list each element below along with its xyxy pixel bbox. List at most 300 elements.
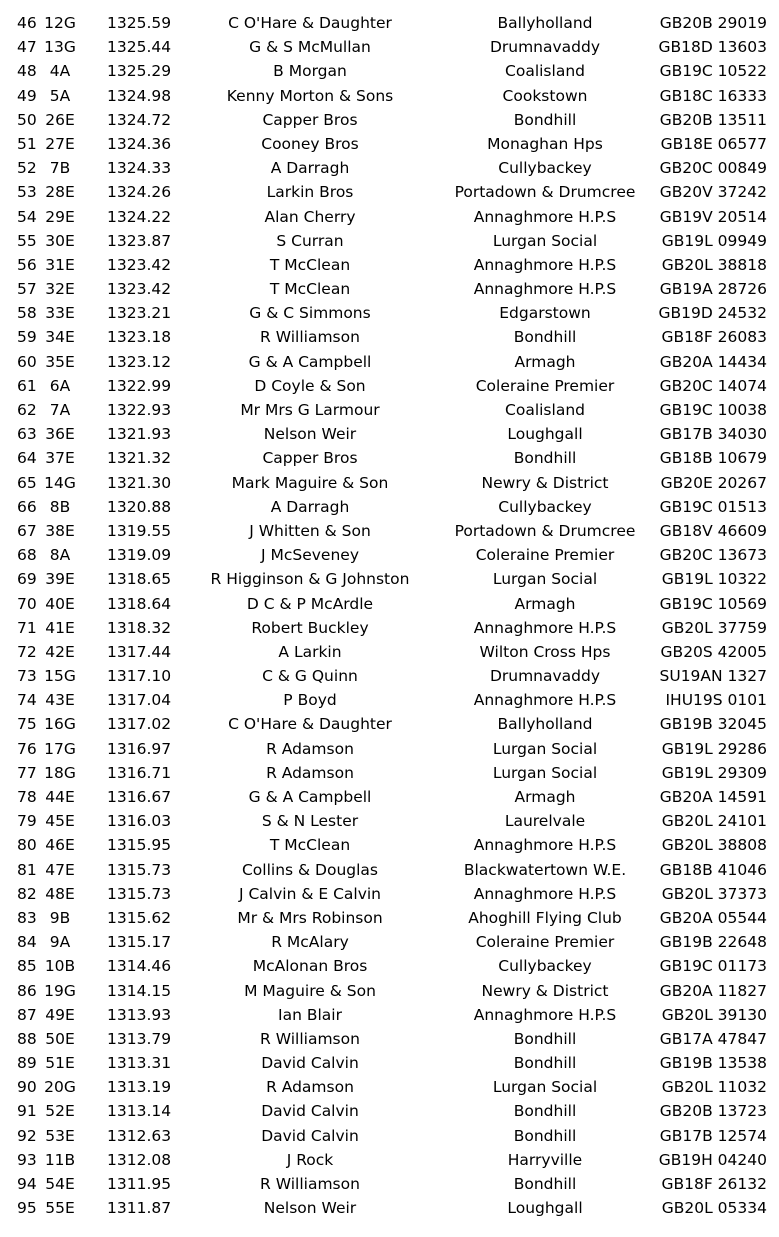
club-cell: Annaghmore H.P.S — [473, 884, 617, 903]
velocity-cell: 1322.93 — [107, 401, 172, 419]
club-cell: Bondhill — [513, 1175, 577, 1193]
member-name-cell: R Williamson — [260, 1175, 360, 1193]
position-cell: 85 — [17, 957, 37, 976]
club-cell: Annaghmore H.P.S — [473, 618, 617, 637]
member-name-cell: Alan Cherry — [264, 207, 356, 226]
ring-number-cell: GB20B 13723 — [659, 1102, 767, 1121]
velocity-cell: 1325.29 — [107, 62, 172, 81]
ring-number-cell: GB20A 14434 — [659, 352, 767, 371]
velocity-cell: 1324.36 — [107, 134, 172, 153]
table-row — [0, 84, 779, 108]
club-cell: Monaghan Hps — [487, 134, 603, 153]
ring-number-cell: GB18E 06577 — [660, 134, 767, 153]
member-name-cell: T McClean — [269, 255, 351, 274]
club-cell: Armagh — [514, 352, 576, 371]
table-row — [0, 471, 779, 495]
club-cell: Lurgan Social — [492, 1078, 598, 1097]
velocity-cell: 1322.99 — [107, 376, 172, 395]
ring-number-cell: GB20V 37242 — [659, 183, 767, 202]
member-name-cell: J Calvin & E Calvin — [238, 884, 382, 903]
club-cell: Ahoghill Flying Club — [468, 908, 622, 927]
ring-number-cell: GB19H 04240 — [658, 1150, 767, 1169]
table-row — [0, 59, 779, 83]
ring-number-cell: GB20L 37759 — [661, 618, 767, 637]
position-cell: 80 — [17, 836, 37, 855]
section-cell: 38E — [45, 521, 75, 540]
section-cell: 26E — [45, 110, 75, 129]
club-cell: Coleraine Premier — [475, 546, 615, 565]
table-row — [0, 1003, 779, 1027]
ring-number-cell: GB18F 26132 — [661, 1175, 767, 1193]
club-cell: Laurelvale — [504, 812, 586, 831]
table-row — [0, 325, 779, 349]
member-name-cell: A Darragh — [270, 497, 350, 516]
position-cell: 47 — [17, 38, 37, 57]
section-cell: 44E — [45, 788, 75, 806]
ring-number-cell: GB20A 11827 — [659, 981, 767, 1000]
table-row — [0, 616, 779, 640]
section-cell: 42E — [45, 642, 75, 661]
ring-number-cell: GB20E 20267 — [660, 473, 767, 492]
member-name-cell: Nelson Weir — [263, 425, 357, 444]
ring-number-cell: GB18F 26083 — [661, 328, 767, 347]
section-cell: 41E — [45, 618, 75, 637]
table-row — [0, 1172, 779, 1196]
ring-number-cell: GB19B 22648 — [659, 933, 767, 952]
club-cell: Bondhill — [513, 1054, 577, 1073]
member-name-cell: M Maguire & Son — [244, 981, 376, 1000]
ring-number-cell: GB19A 28726 — [659, 280, 767, 299]
position-cell: 93 — [17, 1150, 37, 1169]
position-cell: 90 — [17, 1078, 37, 1097]
ring-number-cell: GB17B 34030 — [659, 425, 767, 444]
member-name-cell: G & C Simmons — [249, 304, 371, 323]
section-cell: 47E — [45, 860, 75, 879]
ring-number-cell: GB20L 38818 — [661, 255, 767, 274]
position-cell: 77 — [17, 763, 37, 782]
club-cell: Bondhill — [513, 1126, 577, 1145]
ring-number-cell: GB20L 24101 — [661, 812, 767, 831]
velocity-cell: 1314.15 — [107, 981, 172, 1000]
position-cell: 60 — [17, 352, 37, 371]
club-cell: Bondhill — [513, 1029, 577, 1048]
table-row — [0, 1148, 779, 1172]
club-cell: Lurgan Social — [492, 763, 598, 782]
velocity-cell: 1316.97 — [107, 739, 172, 758]
member-name-cell: Ian Blair — [278, 1005, 342, 1024]
club-cell: Coalisland — [505, 401, 585, 419]
velocity-cell: 1319.55 — [107, 521, 172, 540]
member-name-cell: R Higginson & G Johnston — [210, 570, 410, 589]
section-cell: 54E — [45, 1175, 75, 1193]
position-cell: 51 — [17, 134, 37, 153]
table-row — [0, 737, 779, 761]
position-cell: 59 — [17, 328, 37, 347]
position-cell: 72 — [17, 642, 37, 661]
velocity-cell: 1318.65 — [107, 570, 172, 589]
ring-number-cell: GB18V 46609 — [659, 521, 767, 540]
club-cell: Lurgan Social — [492, 570, 598, 589]
section-cell: 43E — [45, 691, 75, 710]
member-name-cell: R McAlary — [271, 933, 349, 952]
section-cell: 40E — [45, 594, 75, 613]
velocity-cell: 1321.32 — [107, 449, 172, 468]
velocity-cell: 1323.42 — [107, 280, 172, 299]
member-name-cell: Mr Mrs G Larmour — [240, 401, 380, 419]
section-cell: 10B — [44, 957, 76, 976]
ring-number-cell: GB19B 13538 — [659, 1054, 767, 1073]
section-cell: 6A — [49, 376, 71, 395]
position-cell: 56 — [17, 255, 37, 274]
member-name-cell: T McClean — [269, 280, 351, 299]
member-name-cell: C & G Quinn — [262, 667, 358, 686]
table-row — [0, 688, 779, 712]
club-cell: Bondhill — [513, 328, 577, 347]
velocity-cell: 1324.22 — [107, 207, 172, 226]
position-cell: 61 — [17, 376, 37, 395]
velocity-cell: 1324.98 — [107, 86, 172, 105]
member-name-cell: R Adamson — [266, 763, 354, 782]
position-cell: 55 — [17, 231, 37, 250]
table-row — [0, 495, 779, 519]
club-cell: Drumnavaddy — [489, 667, 601, 686]
table-row — [0, 446, 779, 470]
ring-number-cell: GB18D 13603 — [658, 38, 767, 57]
club-cell: Edgarstown — [499, 304, 591, 323]
position-cell: 58 — [17, 304, 37, 323]
member-name-cell: R Adamson — [266, 1078, 354, 1097]
member-name-cell: G & S McMullan — [249, 38, 371, 57]
table-row — [0, 640, 779, 664]
section-cell: 32E — [45, 280, 75, 299]
section-cell: 46E — [45, 836, 75, 855]
position-cell: 82 — [17, 884, 37, 903]
section-cell: 4A — [49, 62, 71, 81]
ring-number-cell: GB20L 39130 — [661, 1005, 767, 1024]
section-cell: 19G — [44, 981, 76, 1000]
ring-number-cell: GB20B 29019 — [659, 14, 767, 32]
velocity-cell: 1311.95 — [107, 1175, 172, 1193]
table-row — [0, 1075, 779, 1099]
section-cell: 33E — [45, 304, 75, 323]
velocity-cell: 1317.10 — [107, 667, 172, 686]
table-row — [0, 1196, 779, 1220]
member-name-cell: C O'Hare & Daughter — [228, 14, 392, 32]
club-cell: Portadown & Drumcree — [454, 521, 636, 540]
table-row — [0, 906, 779, 930]
section-cell: 20G — [44, 1078, 76, 1097]
ring-number-cell: IHU19S 0101 — [665, 691, 767, 710]
section-cell: 39E — [45, 570, 75, 589]
club-cell: Annaghmore H.P.S — [473, 255, 617, 274]
club-cell: Newry & District — [481, 473, 609, 492]
club-cell: Lurgan Social — [492, 739, 598, 758]
position-cell: 52 — [17, 159, 37, 178]
member-name-cell: Mark Maguire & Son — [231, 473, 389, 492]
section-cell: 16G — [44, 715, 76, 734]
ring-number-cell: GB18B 10679 — [659, 449, 767, 468]
ring-number-cell: GB20L 05334 — [661, 1199, 767, 1218]
ring-number-cell: GB18C 16333 — [659, 86, 767, 105]
ring-number-cell: GB19D 24532 — [658, 304, 767, 323]
velocity-cell: 1316.71 — [107, 763, 172, 782]
position-cell: 62 — [17, 401, 37, 419]
ring-number-cell: GB19C 01513 — [659, 497, 767, 516]
section-cell: 9B — [49, 908, 71, 927]
table-row — [0, 1124, 779, 1148]
section-cell: 8B — [49, 497, 71, 516]
section-cell: 34E — [45, 328, 75, 347]
velocity-cell: 1313.31 — [107, 1054, 172, 1073]
member-name-cell: R Williamson — [260, 1029, 360, 1048]
section-cell: 11B — [44, 1150, 76, 1169]
section-cell: 35E — [45, 352, 75, 371]
table-row — [0, 785, 779, 809]
member-name-cell: Collins & Douglas — [241, 860, 379, 879]
position-cell: 94 — [17, 1175, 37, 1193]
position-cell: 64 — [17, 449, 37, 468]
table-row — [0, 567, 779, 591]
table-row — [0, 833, 779, 857]
ring-number-cell: SU19AN 1327 — [659, 667, 767, 686]
table-row — [0, 156, 779, 180]
table-row — [0, 11, 779, 35]
ring-number-cell: GB19C 10522 — [659, 62, 767, 81]
velocity-cell: 1315.62 — [107, 908, 172, 927]
position-cell: 49 — [17, 86, 37, 105]
velocity-cell: 1313.79 — [107, 1029, 172, 1048]
section-cell: 17G — [44, 739, 76, 758]
table-row — [0, 205, 779, 229]
ring-number-cell: GB19L 10322 — [661, 570, 767, 589]
member-name-cell: T McClean — [269, 836, 351, 855]
position-cell: 73 — [17, 667, 37, 686]
section-cell: 37E — [45, 449, 75, 468]
table-row — [0, 809, 779, 833]
table-row — [0, 253, 779, 277]
member-name-cell: R Adamson — [266, 739, 354, 758]
position-cell: 66 — [17, 497, 37, 516]
table-row — [0, 882, 779, 906]
table-row — [0, 132, 779, 156]
velocity-cell: 1317.04 — [107, 691, 172, 710]
section-cell: 7A — [49, 401, 71, 419]
member-name-cell: McAlonan Bros — [252, 957, 368, 976]
club-cell: Wilton Cross Hps — [479, 642, 611, 661]
velocity-cell: 1321.30 — [107, 473, 172, 492]
table-row — [0, 712, 779, 736]
club-cell: Loughgall — [507, 1199, 583, 1218]
club-cell: Coalisland — [505, 62, 585, 81]
member-name-cell: Mr & Mrs Robinson — [237, 908, 383, 927]
member-name-cell: G & A Campbell — [248, 788, 372, 806]
club-cell: Cullybackey — [498, 957, 592, 976]
velocity-cell: 1320.88 — [107, 497, 172, 516]
velocity-cell: 1325.59 — [107, 14, 172, 32]
velocity-cell: 1318.64 — [107, 594, 172, 613]
member-name-cell: Nelson Weir — [263, 1199, 357, 1218]
velocity-cell: 1323.42 — [107, 255, 172, 274]
ring-number-cell: GB20A 05544 — [659, 908, 767, 927]
club-cell: Newry & District — [481, 981, 609, 1000]
section-cell: 9A — [49, 933, 71, 952]
velocity-cell: 1315.73 — [107, 860, 172, 879]
section-cell: 49E — [45, 1005, 75, 1024]
club-cell: Annaghmore H.P.S — [473, 691, 617, 710]
position-cell: 92 — [17, 1126, 37, 1145]
velocity-cell: 1313.19 — [107, 1078, 172, 1097]
club-cell: Lurgan Social — [492, 231, 598, 250]
section-cell: 5A — [49, 86, 71, 105]
velocity-cell: 1312.63 — [107, 1126, 172, 1145]
club-cell: Loughgall — [507, 425, 583, 444]
club-cell: Cullybackey — [498, 497, 592, 516]
section-cell: 45E — [45, 812, 75, 831]
section-cell: 55E — [45, 1199, 75, 1218]
position-cell: 95 — [17, 1199, 37, 1218]
section-cell: 36E — [45, 425, 75, 444]
ring-number-cell: GB20L 37373 — [661, 884, 767, 903]
ring-number-cell: GB20C 13673 — [659, 546, 767, 565]
member-name-cell: J Rock — [286, 1150, 334, 1169]
ring-number-cell: GB17A 47847 — [659, 1029, 767, 1048]
position-cell: 87 — [17, 1005, 37, 1024]
position-cell: 46 — [17, 14, 37, 32]
velocity-cell: 1313.93 — [107, 1005, 172, 1024]
club-cell: Drumnavaddy — [489, 38, 601, 57]
section-cell: 14G — [44, 473, 76, 492]
member-name-cell: G & A Campbell — [248, 352, 372, 371]
position-cell: 79 — [17, 812, 37, 831]
table-row — [0, 398, 779, 422]
position-cell: 74 — [17, 691, 37, 710]
ring-number-cell: GB20B 13511 — [659, 110, 767, 129]
position-cell: 70 — [17, 594, 37, 613]
position-cell: 76 — [17, 739, 37, 758]
table-row — [0, 1051, 779, 1075]
table-row — [0, 422, 779, 446]
club-cell: Coleraine Premier — [475, 376, 615, 395]
member-name-cell: Robert Buckley — [251, 618, 369, 637]
member-name-cell: Larkin Bros — [266, 183, 354, 202]
member-name-cell: P Boyd — [283, 691, 337, 710]
velocity-cell: 1315.95 — [107, 836, 172, 855]
position-cell: 67 — [17, 521, 37, 540]
ring-number-cell: GB20L 38808 — [661, 836, 767, 855]
club-cell: Bondhill — [513, 449, 577, 468]
position-cell: 69 — [17, 570, 37, 589]
club-cell: Armagh — [514, 788, 576, 806]
club-cell: Portadown & Drumcree — [454, 183, 636, 202]
section-cell: 52E — [45, 1102, 75, 1121]
section-cell: 53E — [45, 1126, 75, 1145]
member-name-cell: Capper Bros — [262, 449, 358, 468]
position-cell: 53 — [17, 183, 37, 202]
section-cell: 48E — [45, 884, 75, 903]
section-cell: 27E — [45, 134, 75, 153]
ring-number-cell: GB19L 29309 — [661, 763, 767, 782]
club-cell: Harryville — [507, 1150, 583, 1169]
table-row — [0, 543, 779, 567]
club-cell: Blackwatertown W.E. — [463, 860, 627, 879]
table-row — [0, 1027, 779, 1051]
club-cell: Annaghmore H.P.S — [473, 836, 617, 855]
member-name-cell: A Darragh — [270, 159, 350, 178]
ring-number-cell: GB19B 32045 — [659, 715, 767, 734]
velocity-cell: 1323.21 — [107, 304, 172, 323]
velocity-cell: 1314.46 — [107, 957, 172, 976]
ring-number-cell: GB20S 42005 — [660, 642, 767, 661]
table-row — [0, 277, 779, 301]
section-cell: 30E — [45, 231, 75, 250]
ring-number-cell: GB17B 12574 — [659, 1126, 767, 1145]
velocity-cell: 1324.26 — [107, 183, 172, 202]
position-cell: 78 — [17, 788, 37, 806]
ring-number-cell: GB20A 14591 — [659, 788, 767, 806]
member-name-cell: J Whitten & Son — [249, 521, 371, 540]
table-row — [0, 761, 779, 785]
section-cell: 8A — [49, 546, 71, 565]
velocity-cell: 1317.02 — [107, 715, 172, 734]
ring-number-cell: GB20L 11032 — [661, 1078, 767, 1097]
position-cell: 89 — [17, 1054, 37, 1073]
member-name-cell: D Coyle & Son — [254, 376, 366, 395]
section-cell: 29E — [45, 207, 75, 226]
position-cell: 68 — [17, 546, 37, 565]
velocity-cell: 1316.67 — [107, 788, 172, 806]
section-cell: 15G — [44, 667, 76, 686]
table-row — [0, 592, 779, 616]
ring-number-cell: GB19C 10038 — [659, 401, 767, 419]
member-name-cell: C O'Hare & Daughter — [228, 715, 392, 734]
table-row — [0, 301, 779, 325]
velocity-cell: 1312.08 — [107, 1150, 172, 1169]
table-row — [0, 35, 779, 59]
velocity-cell: 1323.87 — [107, 231, 172, 250]
position-cell: 71 — [17, 618, 37, 637]
section-cell: 12G — [44, 14, 76, 32]
member-name-cell: R Williamson — [260, 328, 360, 347]
ring-number-cell: GB20C 00849 — [659, 159, 767, 178]
club-cell: Bondhill — [513, 110, 577, 129]
ring-number-cell: GB20C 14074 — [659, 376, 767, 395]
position-cell: 54 — [17, 207, 37, 226]
position-cell: 91 — [17, 1102, 37, 1121]
member-name-cell: A Larkin — [278, 642, 342, 661]
section-cell: 28E — [45, 183, 75, 202]
section-cell: 18G — [44, 763, 76, 782]
ring-number-cell: GB18B 41046 — [659, 860, 767, 879]
club-cell: Cookstown — [502, 86, 588, 105]
ring-number-cell: GB19C 01173 — [659, 957, 767, 976]
velocity-cell: 1315.73 — [107, 884, 172, 903]
table-row — [0, 954, 779, 978]
club-cell: Ballyholland — [497, 715, 593, 734]
table-row — [0, 108, 779, 132]
table-row — [0, 664, 779, 688]
position-cell: 65 — [17, 473, 37, 492]
member-name-cell: David Calvin — [261, 1102, 359, 1121]
ring-number-cell: GB19C 10569 — [659, 594, 767, 613]
velocity-cell: 1324.33 — [107, 159, 172, 178]
velocity-cell: 1316.03 — [107, 812, 172, 831]
position-cell: 48 — [17, 62, 37, 81]
section-cell: 31E — [45, 255, 75, 274]
member-name-cell: S Curran — [276, 231, 344, 250]
member-name-cell: J McSeveney — [260, 546, 359, 565]
table-row — [0, 374, 779, 398]
position-cell: 84 — [17, 933, 37, 952]
